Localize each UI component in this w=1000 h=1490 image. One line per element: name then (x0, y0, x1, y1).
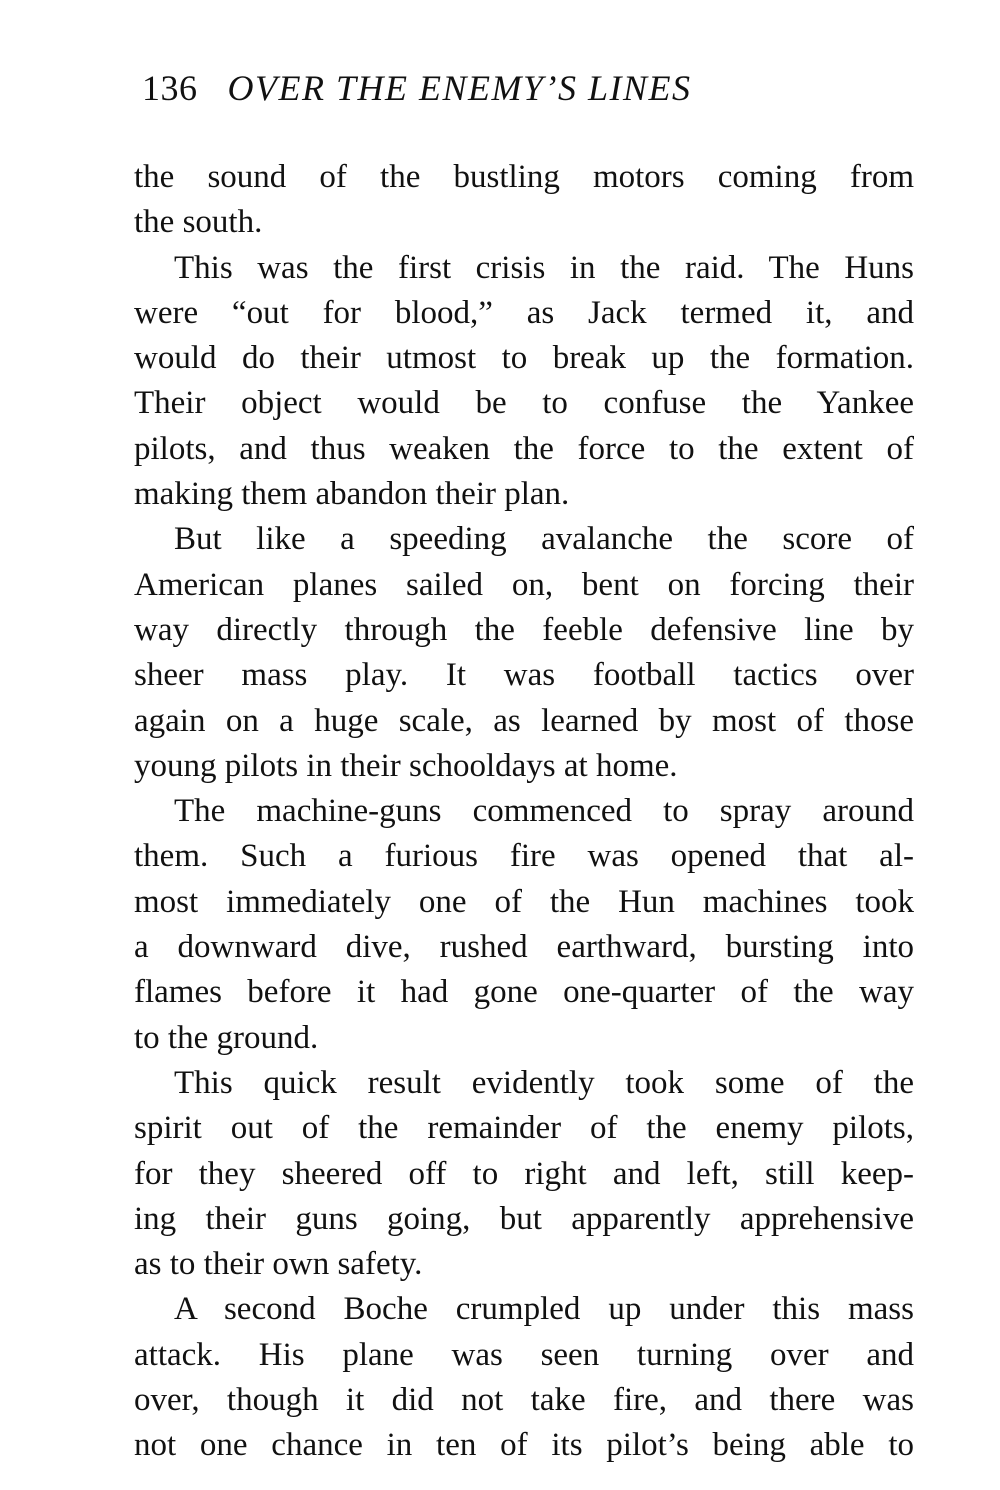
text-line: over, though it did not take fire, and there was (134, 1382, 914, 1419)
text-line: American planes sailed on, bent on forcing their (134, 566, 914, 603)
text-line: the south. (134, 204, 263, 241)
text-line: for they sheered off to right and left, still keep- (134, 1155, 914, 1192)
text-line: were “out for blood,” as Jack termed it, and (134, 294, 914, 331)
text-line: the sound of the bustling motors coming from (134, 159, 914, 195)
text-line: young pilots in their schooldays at home. (134, 747, 678, 784)
text-line: A second Boche crumpled up under this mass (174, 1291, 914, 1328)
text-line: as to their own safety. (134, 1246, 423, 1283)
body-text (134, 155, 914, 1469)
text-line: The machine-guns commenced to spray around (174, 793, 914, 830)
text-line: ing their guns going, but apparently apprehensive (134, 1200, 914, 1237)
text-line: spirit out of the remainder of the enemy pilots, (134, 1110, 914, 1147)
paragraph-3 (134, 517, 914, 789)
text-line: way directly through the feeble defensive line by (134, 611, 914, 648)
text-line: again on a huge scale, as learned by most of those (134, 702, 914, 739)
text-line: making them abandon their plan. (134, 476, 570, 513)
text-line: a downward dive, rushed earthward, bursting into (134, 929, 914, 966)
text-line: This quick result evidently took some of the (174, 1064, 914, 1101)
paragraph-5 (134, 1061, 914, 1287)
paragraph-6 (134, 1287, 914, 1468)
text-line: flames before it had gone one-quarter of the way (134, 974, 914, 1011)
text-line: to the ground. (134, 1019, 319, 1056)
running-head (142, 58, 922, 118)
text-line: This was the first crisis in the raid. The Huns (174, 249, 914, 286)
text-line: Their object would be to confuse the Yankee (134, 385, 914, 422)
text-line: pilots, and thus weaken the force to the extent of (134, 430, 914, 467)
page-number: 136 (142, 68, 198, 108)
text-line: would do their utmost to break up the formation. (134, 340, 914, 377)
paragraph-2 (134, 246, 914, 518)
paragraph-4 (134, 789, 914, 1061)
text-line: them. Such a furious fire was opened that al- (134, 838, 914, 875)
text-line: most immediately one of the Hun machines took (134, 883, 914, 920)
text-line: not one chance in ten of its pilot’s being able to (134, 1427, 914, 1464)
running-title: OVER THE ENEMY’S LINES (227, 68, 692, 108)
text-line: But like a speeding avalanche the score of (174, 521, 914, 558)
paragraph-1 (134, 155, 914, 246)
text-line: attack. His plane was seen turning over and (134, 1336, 914, 1373)
text-line: sheer mass play. It was football tactics over (134, 657, 914, 694)
